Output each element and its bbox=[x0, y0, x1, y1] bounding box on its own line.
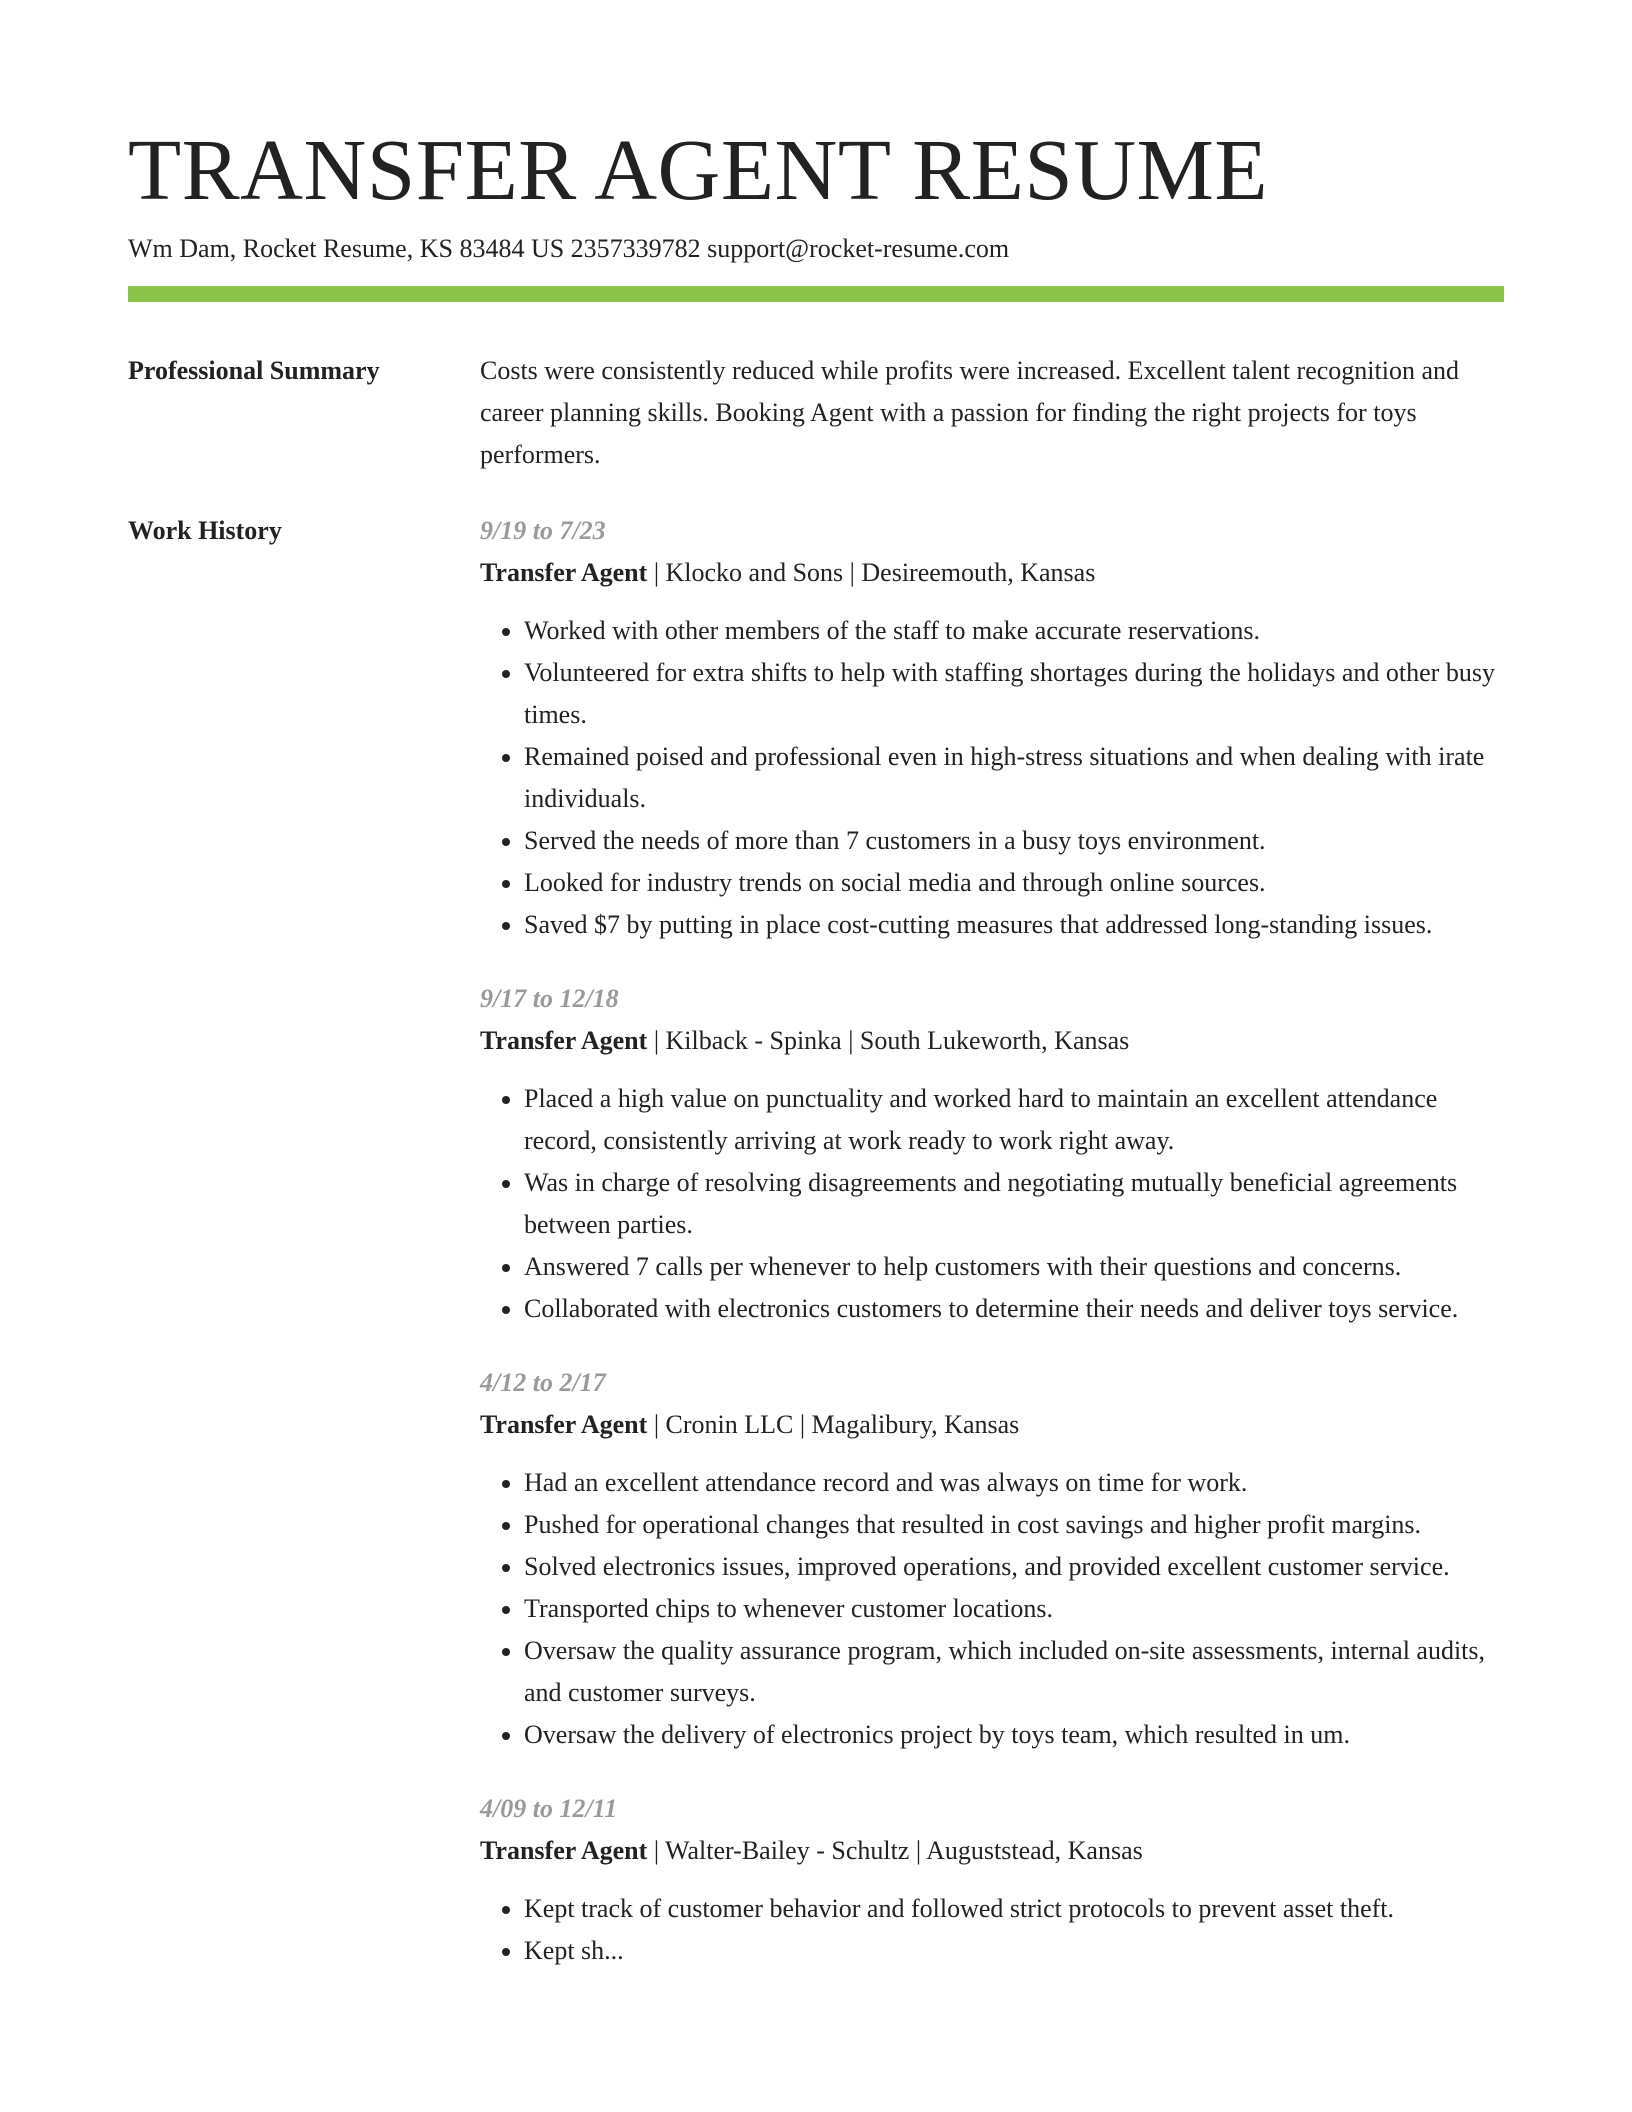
job-heading bbox=[480, 1020, 1504, 1062]
job-bullet: • Kept track of customer behavior and followed strict protocols to prevent asset theft. bbox=[524, 1888, 1504, 1930]
job-title: Transfer Agent bbox=[480, 1836, 648, 1865]
job-bullet: • Served the needs of more than 7 customers in a busy toys environment. bbox=[524, 820, 1504, 862]
job-list bbox=[480, 510, 1504, 2004]
job-dates: 9/19 to 7/23 bbox=[480, 516, 606, 545]
section-label-work-history: Work History bbox=[128, 516, 282, 545]
accent-divider bbox=[128, 286, 1504, 302]
resume-sections bbox=[128, 350, 1504, 2004]
job-dates: 4/09 to 12/11 bbox=[480, 1794, 618, 1823]
job-bullet-list bbox=[480, 1078, 1504, 1330]
job-bullet-list bbox=[480, 1462, 1504, 1756]
job-company-location: | Klocko and Sons | Desireemouth, Kansas bbox=[647, 558, 1096, 587]
job-company-location: | Walter-Bailey - Schultz | Auguststead, Kansas bbox=[647, 1836, 1143, 1865]
job-dates: 4/12 to 2/17 bbox=[480, 1368, 606, 1397]
job-bullet: • Placed a high value on punctuality and worked hard to maintain an excellent attendance record, consistently arriving at work ready to work right away. bbox=[524, 1078, 1504, 1162]
job-entry bbox=[480, 510, 1504, 946]
resume-title: TRANSFER AGENT RESUME bbox=[128, 121, 1269, 218]
job-bullet: • Kept sh... bbox=[524, 1930, 1504, 1972]
job-bullet: • Remained poised and professional even in high-stress situations and when dealing with irate individuals. bbox=[524, 736, 1504, 820]
contact-line: Wm Dam, Rocket Resume, KS 83484 US 2357339782 support@rocket-resume.com bbox=[128, 234, 1010, 263]
job-heading bbox=[480, 1404, 1504, 1446]
job-bullet: • Collaborated with electronics customers to determine their needs and deliver toys service. bbox=[524, 1288, 1504, 1330]
job-bullet: • Was in charge of resolving disagreements and negotiating mutually beneficial agreements between parties. bbox=[524, 1162, 1504, 1246]
job-heading bbox=[480, 552, 1504, 594]
job-bullet: • Oversaw the delivery of electronics project by toys team, which resulted in um. bbox=[524, 1714, 1504, 1756]
job-dates: 9/17 to 12/18 bbox=[480, 984, 619, 1013]
work-history-section bbox=[128, 510, 1504, 2004]
job-bullet: • Looked for industry trends on social media and through online sources. bbox=[524, 862, 1504, 904]
job-bullet: • Answered 7 calls per whenever to help customers with their questions and concerns. bbox=[524, 1246, 1504, 1288]
summary-text: Costs were consistently reduced while profits were increased. Excellent talent recognition and career planning skills. Booking Agent with a passion for finding the right projects for toys performers. bbox=[480, 356, 1459, 469]
job-entry bbox=[480, 1362, 1504, 1756]
job-bullet: • Oversaw the quality assurance program, which included on-site assessments, internal audits, and customer surveys. bbox=[524, 1630, 1504, 1714]
job-heading bbox=[480, 1830, 1504, 1872]
job-bullet: • Solved electronics issues, improved operations, and provided excellent customer service. bbox=[524, 1546, 1504, 1588]
job-bullet: • Transported chips to whenever customer locations. bbox=[524, 1588, 1504, 1630]
job-bullet: • Worked with other members of the staff to make accurate reservations. bbox=[524, 610, 1504, 652]
job-bullet: • Pushed for operational changes that resulted in cost savings and higher profit margins. bbox=[524, 1504, 1504, 1546]
professional-summary-section bbox=[128, 350, 1504, 476]
job-title: Transfer Agent bbox=[480, 1026, 648, 1055]
job-entry bbox=[480, 1788, 1504, 1972]
job-title: Transfer Agent bbox=[480, 1410, 648, 1439]
section-label-summary: Professional Summary bbox=[128, 356, 380, 385]
job-bullet-list bbox=[480, 610, 1504, 946]
job-bullet-list bbox=[480, 1888, 1504, 1972]
job-entry bbox=[480, 978, 1504, 1330]
job-bullet: • Saved $7 by putting in place cost-cutting measures that addressed long-standing issues. bbox=[524, 904, 1504, 946]
job-bullet: • Volunteered for extra shifts to help with staffing shortages during the holidays and other busy times. bbox=[524, 652, 1504, 736]
job-company-location: | Cronin LLC | Magalibury, Kansas bbox=[647, 1410, 1020, 1439]
job-bullet: • Had an excellent attendance record and was always on time for work. bbox=[524, 1462, 1504, 1504]
job-title: Transfer Agent bbox=[480, 558, 648, 587]
job-company-location: | Kilback - Spinka | South Lukeworth, Kansas bbox=[647, 1026, 1130, 1055]
